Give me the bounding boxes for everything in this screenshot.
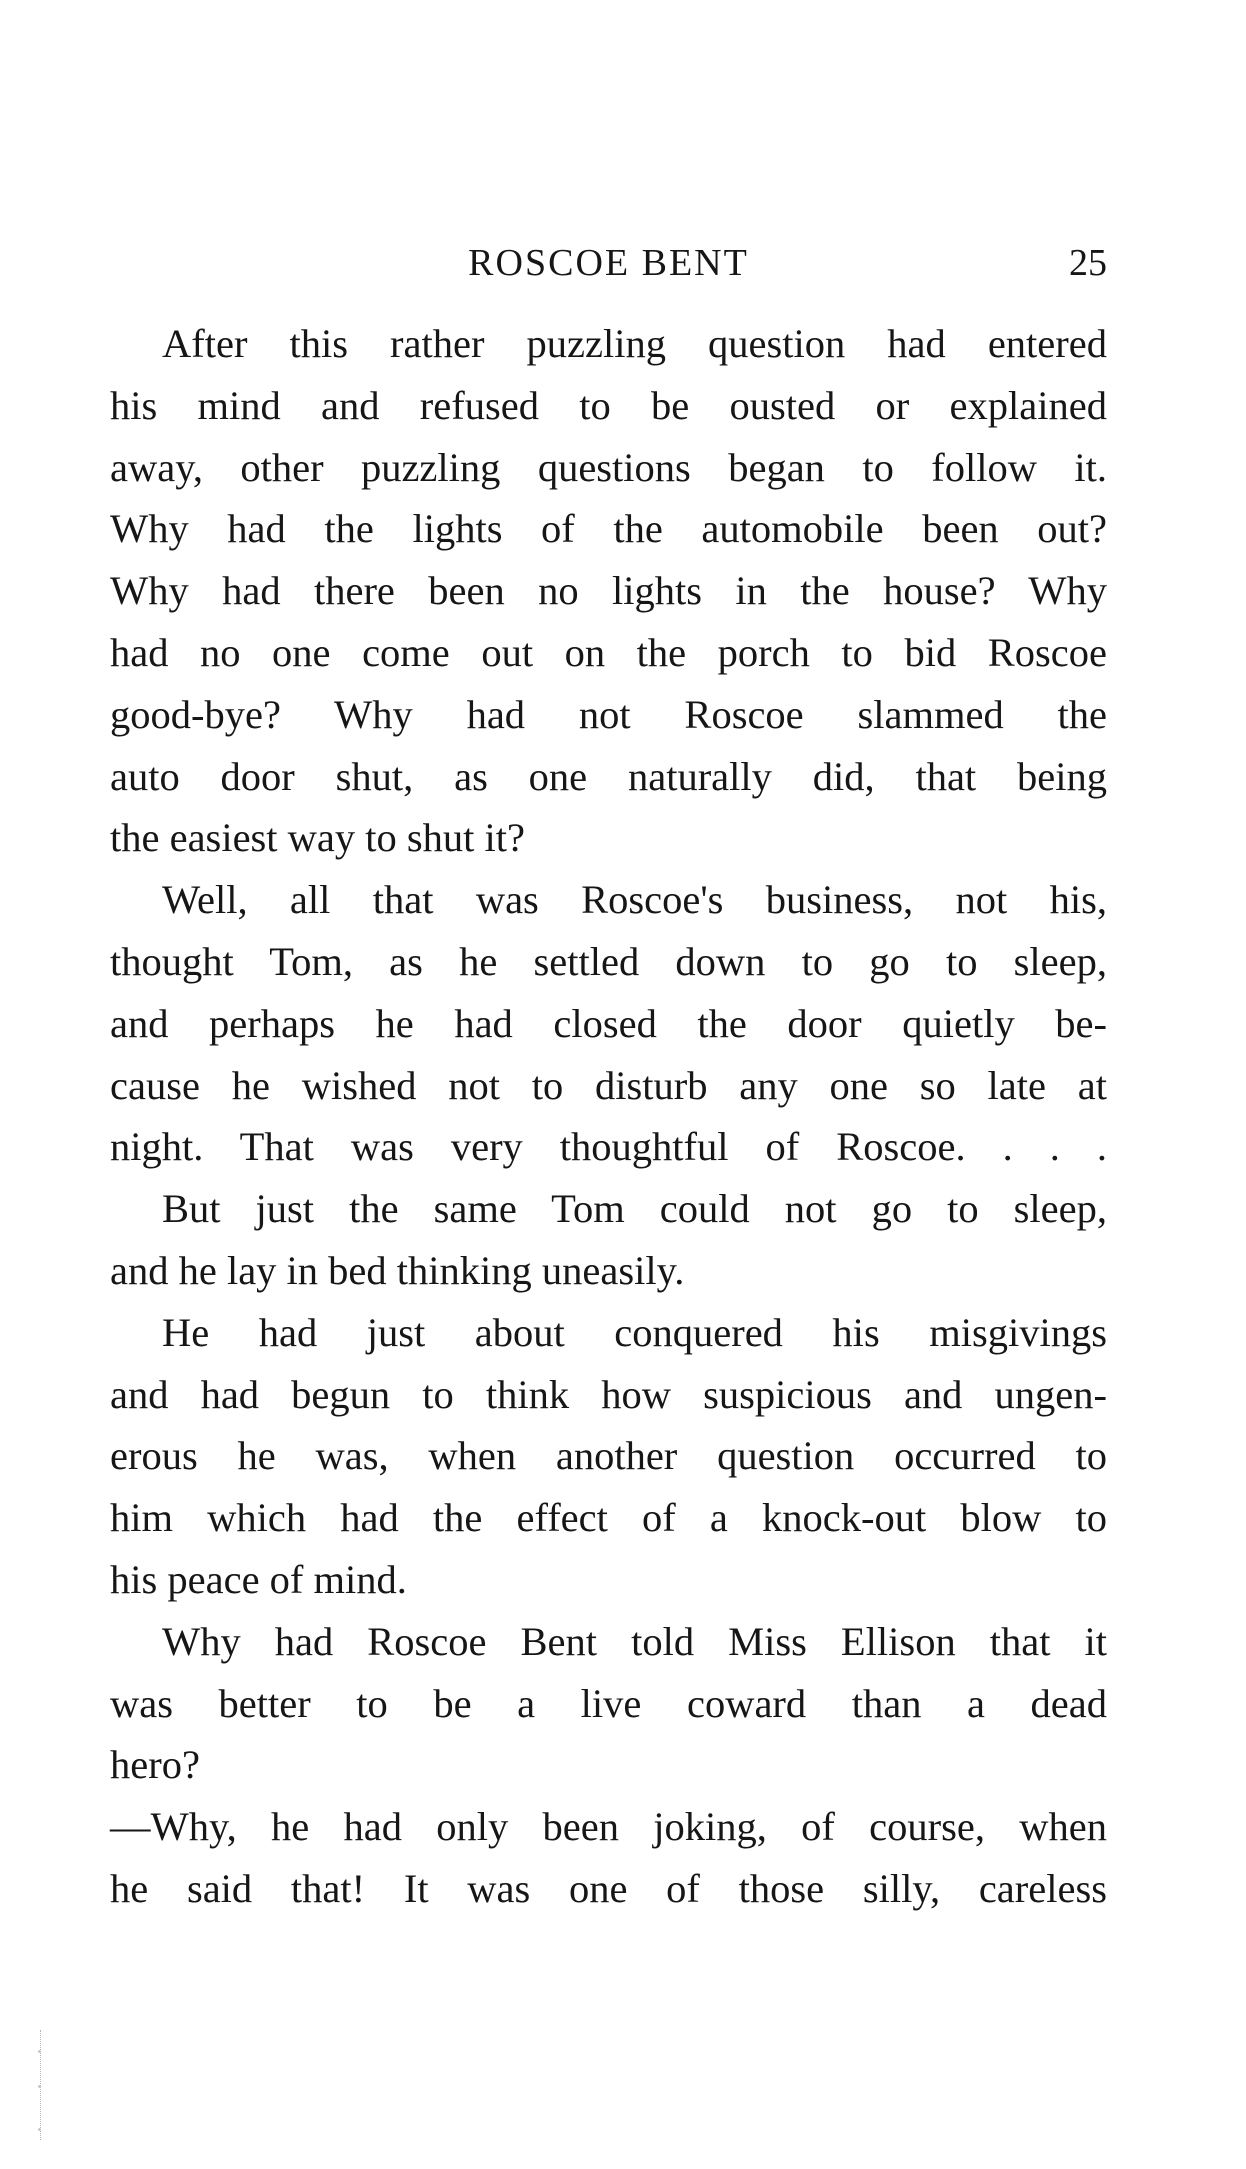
- text-line: and had begun to think how suspicious and ungen-: [110, 1371, 1107, 1417]
- page-header: [110, 238, 1107, 288]
- text-line: and perhaps he had closed the door quietly be-: [110, 1000, 1107, 1046]
- page-number: 25: [1069, 242, 1107, 284]
- text-line: thought Tom, as he settled down to go to sleep,: [110, 938, 1107, 984]
- text-line: Well, all that was Roscoe's business, not his,: [162, 877, 1107, 923]
- text-line: he said that! It was one of those silly, careless: [110, 1865, 1107, 1911]
- text-line: Why had there been no lights in the house? Why: [110, 568, 1107, 614]
- text-line: him which had the effect of a knock-out blow to: [110, 1495, 1107, 1541]
- scan-margin-marks: [40, 2030, 49, 2140]
- text-line: night. That was very thoughtful of Roscoe. . . .: [110, 1124, 1107, 1170]
- text-line: auto door shut, as one naturally did, that being: [110, 753, 1107, 799]
- text-line: the easiest way to shut it?: [110, 815, 526, 861]
- text-line: his peace of mind.: [110, 1556, 407, 1602]
- text-line: hero?: [110, 1742, 200, 1788]
- running-title: ROSCOE BENT: [468, 242, 749, 284]
- text-line: He had just about conquered his misgivings: [162, 1309, 1107, 1355]
- text-line: had no one come out on the porch to bid Roscoe: [110, 629, 1107, 675]
- text-line: —Why, he had only been joking, of course, when: [110, 1804, 1107, 1850]
- text-line: his mind and refused to be ousted or explained: [110, 382, 1107, 428]
- text-line: But just the same Tom could not go to sleep,: [162, 1186, 1107, 1232]
- text-line: cause he wished not to disturb any one so late at: [110, 1062, 1107, 1108]
- text-line: and he lay in bed thinking uneasily.: [110, 1247, 685, 1293]
- text-line: away, other puzzling questions began to follow it.: [110, 444, 1107, 490]
- text-line: Why had the lights of the automobile been out?: [110, 506, 1107, 552]
- text-line: was better to be a live coward than a dead: [110, 1680, 1107, 1726]
- body-text: [110, 313, 1107, 1920]
- text-line: good-bye? Why had not Roscoe slammed the: [110, 691, 1107, 737]
- text-line: Why had Roscoe Bent told Miss Ellison that it: [162, 1618, 1107, 1664]
- text-line: After this rather puzzling question had entered: [162, 321, 1107, 366]
- text-line: erous he was, when another question occurred to: [110, 1433, 1107, 1479]
